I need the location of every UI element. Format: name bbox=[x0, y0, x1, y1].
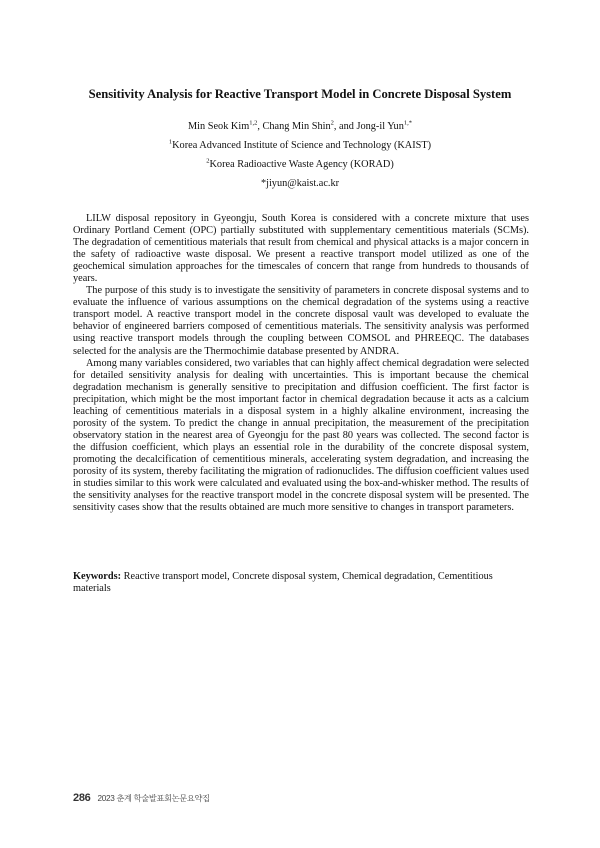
abstract-paragraph-2: The purpose of this study is to investigate the sensitivity of parameters in concrete disposal systems and to evaluate the influence of various assumptions on the chemical degradation of the systems using a reactive transport model. A reactive transport model in the concrete disposal vault was developed to evaluate the behavior of engineered barriers composed of cementitious materials. The sensitivity analysis was performed using reactive transport models through the coupling between COMSOL and PHREEQC. The databases selected for the analysis are the Thermochimie database presented by ANDRA. bbox=[73, 285, 529, 357]
keywords-label: Keywords: bbox=[73, 571, 122, 582]
keywords bbox=[73, 571, 529, 595]
author-3: Jong-il Yun$^{1,*}$ bbox=[356, 119, 412, 132]
author-2: Chang Min Shin$^2$, and bbox=[262, 119, 357, 132]
page-footer bbox=[73, 792, 210, 806]
abstract-paragraph-3: Among many variables considered, two variables that can highly affect chemical degradation were selected for detailed sensitivity analysis for dealing with uncertainties. This is important because the chemical degradation mechanism is generally sensitive to precipitation and diffusion coefficient. The first factor is precipitation, which might be the most important factor in chemical degradation because it acts as a calcium leaching of cementitious materials in a disposal system in a highly alkaline environment, increasing the porosity of the system. To predict the change in annual precipitation, the measurement of the precipitation observatory station in the nearest area of Gyeongju for the past 80 years was collected. The second factor is the diffusion coefficient, which plays an essential role in the durability of the concrete disposal system, promoting the decalcification of cementitious minerals, accelerating system degradation, and increasing the porosity of its system, thereby facilitating the migration of radionuclides. The diffusion coefficient values used in studies similar to this work were calculated and evaluated using the box-and-whisker method. The results of the sensitivity analyses for the reactive transport model in the concrete disposal system will be presented. The sensitivity cases show that the results obtained are much more sensitive to changes in transport parameters. bbox=[73, 357, 529, 514]
affiliation-1: $^1$Korea Advanced Institute of Science and Technology (KAIST) bbox=[168, 138, 432, 151]
page-number: 286 bbox=[73, 792, 91, 804]
keywords-text: Reactive transport model, Concrete disposal system, Chemical degradation, Cementitious materials bbox=[73, 571, 493, 595]
author-2-affiliation-marker: 2 bbox=[330, 119, 334, 127]
author-list bbox=[40, 120, 560, 134]
abstract-paragraph-1: LILW disposal repository in Gyeongju, South Korea is considered with a concrete mixture that uses Ordinary Portland Cement (OPC) partially substituted with supplementary cementitious materials (SCMs). The degradation of cementitious materials that result from chemical and physical attacks is a major concern in the safety of radioactive waste disposal. We present a reactive transport model utilized as one of the geochemical simulation approaches for the timescales of concern that range from hundreds to thousands of years. bbox=[73, 213, 529, 285]
paper-title: Sensitivity Analysis for Reactive Transport Model in Concrete Disposal System bbox=[88, 87, 512, 101]
author-1: Min Seok Kim$^{1,2}$, bbox=[188, 119, 263, 132]
conference-name: 2023 춘계 학술발표회논문요약집 bbox=[97, 794, 210, 803]
corresponding-email: *jiyun@kaist.ac.kr bbox=[260, 178, 340, 189]
abstract bbox=[73, 213, 529, 514]
author-3-affiliation-marker: 1,* bbox=[403, 119, 412, 127]
author-1-affiliation-marker: 1,2 bbox=[249, 119, 258, 127]
affiliation-2: $^2$Korea Radioactive Waste Agency (KORAD) bbox=[206, 157, 394, 170]
